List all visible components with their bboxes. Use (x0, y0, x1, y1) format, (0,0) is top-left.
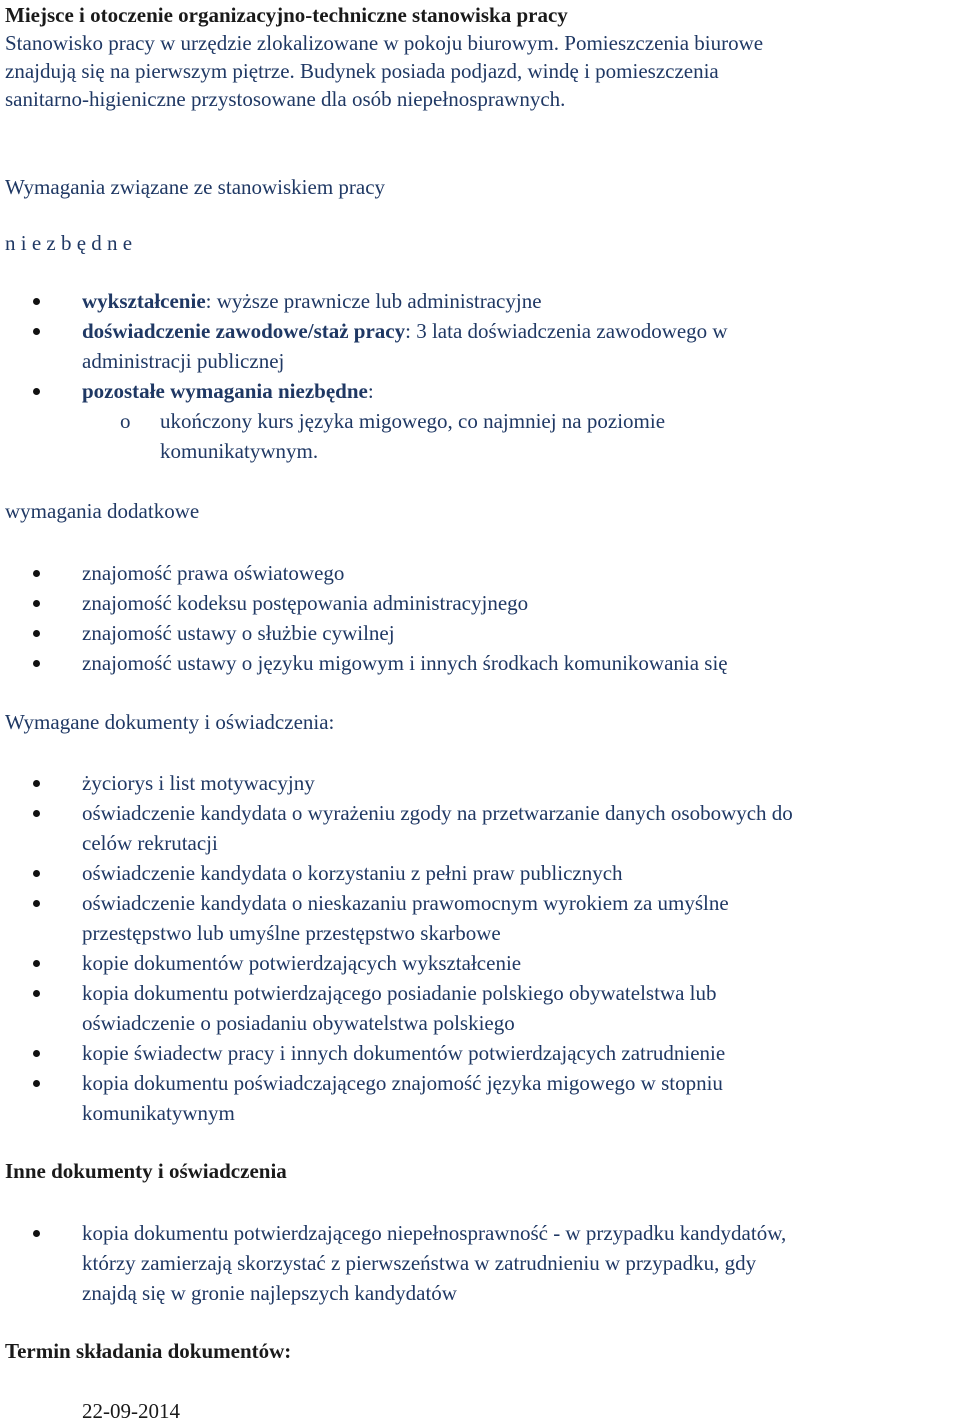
additional-item: znajomość ustawy o języku migowym i innych środkach komunikowania się (82, 651, 728, 675)
document-item-continuation: komunikatywnym (82, 1101, 235, 1125)
other-requirements (82, 376, 374, 406)
bullet-icon (33, 328, 40, 335)
additional-label: wymagania dodatkowe (5, 499, 200, 523)
requirements-heading: Wymagania związane ze stanowiskiem pracy (5, 175, 386, 199)
document-item: oświadczenie kandydata o korzystaniu z pełni praw publicznych (82, 861, 623, 885)
document-item: kopia dokumentu potwierdzającego posiadanie polskiego obywatelstwa lub (82, 981, 717, 1005)
bullet-icon (33, 960, 40, 967)
bullet-icon (33, 1050, 40, 1057)
other-document-item: kopia dokumentu potwierdzającego niepełnosprawność - w przypadku kandydatów, (82, 1221, 787, 1245)
bullet-icon (33, 388, 40, 395)
bullet-icon (33, 1080, 40, 1087)
necessary-label: n i e z b ę d n e (5, 231, 133, 255)
bullet-icon (33, 990, 40, 997)
experience-value-line-2: administracji publicznej (82, 349, 285, 373)
sign-language-course-line-1: ukończony kurs języka migowego, co najmniej na poziomie (160, 409, 666, 433)
additional-item: znajomość prawa oświatowego (82, 561, 345, 585)
sign-language-course-line-2: komunikatywnym. (160, 439, 319, 463)
bullet-icon (33, 780, 40, 787)
bullet-icon (33, 570, 40, 577)
document-item: kopie dokumentów potwierdzających wykształcenie (82, 951, 522, 975)
other-document-item-continuation: którzy zamierzają skorzystać z pierwszeństwa w zatrudnieniu w przypadku, gdy (82, 1251, 757, 1275)
bullet-icon (33, 660, 40, 667)
other-requirements-colon: : (367, 379, 374, 403)
deadline-heading: Termin składania dokumentów: (5, 1339, 292, 1363)
document-item-continuation: oświadczenie o posiadaniu obywatelstwa polskiego (82, 1011, 515, 1035)
experience-value: : 3 lata doświadczenia zawodowego w (405, 319, 728, 343)
document-item: kopie świadectw pracy i innych dokumentów potwierdzających zatrudnienie (82, 1041, 726, 1065)
experience-requirement (82, 316, 728, 346)
additional-item: znajomość ustawy o służbie cywilnej (82, 621, 395, 645)
other-documents-heading: Inne dokumenty i oświadczenia (5, 1159, 287, 1183)
document-item: życiorys i list motywacyjny (82, 771, 315, 795)
bullet-icon (33, 600, 40, 607)
sub-bullet-marker: o (120, 409, 131, 433)
bullet-icon (33, 298, 40, 305)
workplace-line-3: sanitarno-higieniczne przystosowane dla osób niepełnosprawnych. (5, 87, 566, 111)
deadline-date: 22-09-2014 (82, 1399, 180, 1423)
education-requirement (82, 286, 542, 316)
education-value: : wyższe prawnicze lub administracyjne (205, 289, 542, 313)
document-item: kopia dokumentu poświadczającego znajomość języka migowego w stopniu (82, 1071, 723, 1095)
workplace-line-2: znajdują się na pierwszym piętrze. Budynek posiada podjazd, windę i pomieszczenia (5, 59, 719, 83)
bullet-icon (33, 870, 40, 877)
workplace-line-1: Stanowisko pracy w urzędzie zlokalizowane w pokoju biurowym. Pomieszczenia biurowe (5, 31, 764, 55)
bullet-icon (33, 810, 40, 817)
bullet-icon (33, 1230, 40, 1237)
bullet-icon (33, 900, 40, 907)
additional-item: znajomość kodeksu postępowania administracyjnego (82, 591, 529, 615)
document-item-continuation: celów rekrutacji (82, 831, 218, 855)
other-document-item-continuation: znajdą się w gronie najlepszych kandydatów (82, 1281, 457, 1305)
other-requirements-label: pozostałe wymagania niezbędne (82, 379, 368, 403)
workplace-heading: Miejsce i otoczenie organizacyjno-techniczne stanowiska pracy (5, 3, 568, 27)
document-item: oświadczenie kandydata o wyrażeniu zgody na przetwarzanie danych osobowych do (82, 801, 793, 825)
education-label: wykształcenie (82, 289, 206, 313)
documents-heading: Wymagane dokumenty i oświadczenia: (5, 710, 335, 734)
experience-label: doświadczenie zawodowe/staż pracy (82, 319, 406, 343)
bullet-icon (33, 630, 40, 637)
document-item-continuation: przestępstwo lub umyślne przestępstwo skarbowe (82, 921, 501, 945)
document-item: oświadczenie kandydata o nieskazaniu prawomocnym wyrokiem za umyślne (82, 891, 729, 915)
